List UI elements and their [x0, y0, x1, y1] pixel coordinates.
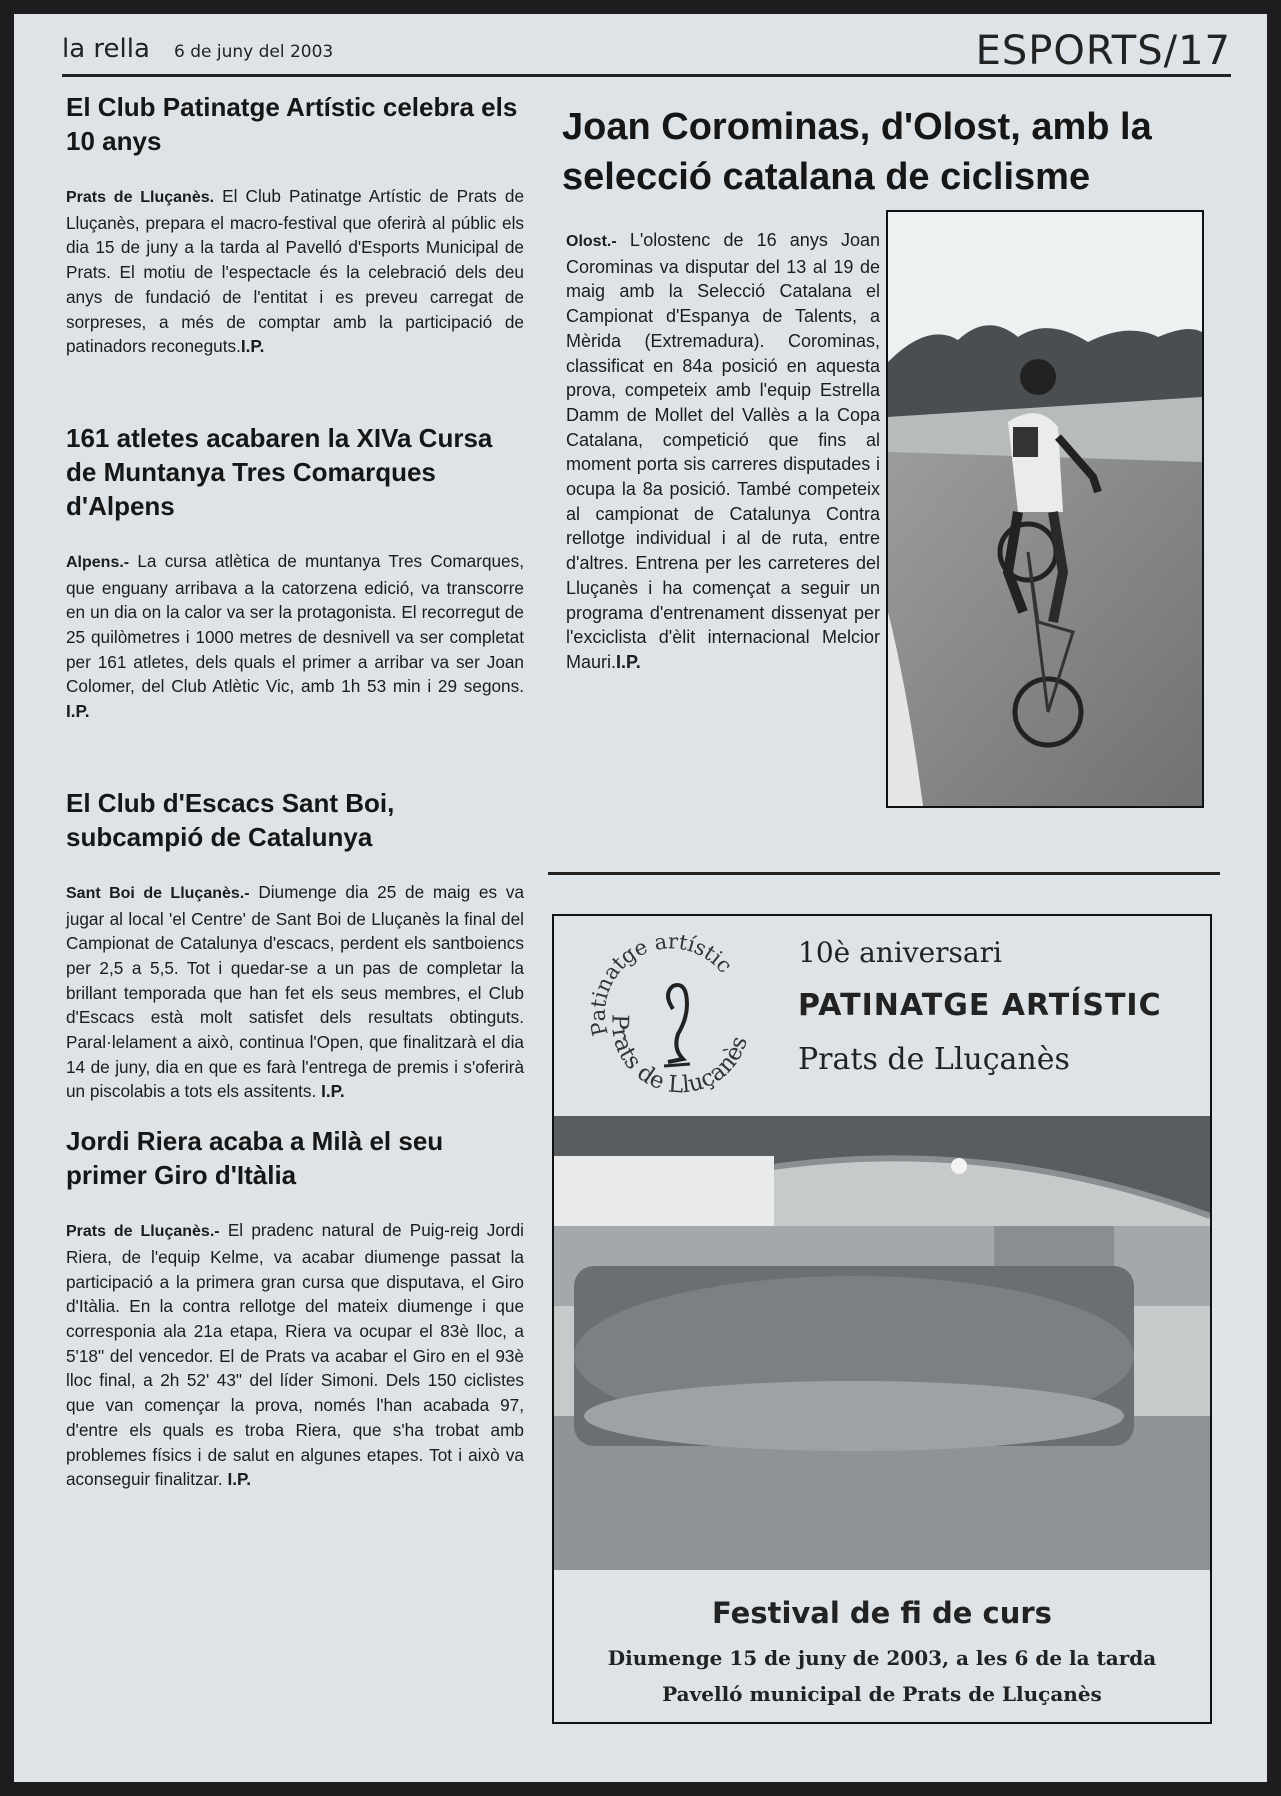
main-article-title: Joan Corominas, d'Olost, amb la selecció catalana de ciclisme [562, 106, 1152, 198]
festival-advertisement [552, 914, 1212, 1724]
article-location: Prats de Lluçanès.- [66, 1223, 220, 1241]
issue-date: 6 de juny del 2003 [174, 42, 334, 62]
article-location: Alpens.- [66, 553, 130, 571]
article-text: El Club Patinatge Artístic de Prats de Lluçanès, prepara el macro-festival que oferirà al públic els dia 15 de juny a la tarda al Pavelló d'Esports Municipal de Prats. El motiu de l'espectacle és la celebració dels deu anys de fundació de l'entitat i es preveu carregat de sorpreses, a més de comptar amb la participació de patinadors reconeguts. [66, 186, 525, 357]
section-separator [548, 872, 1220, 875]
article-text: L'olostenc de 16 anys Joan Corominas va disputar del 13 al 19 de maig amb la Selecció Catalana el Campionat d'Espanya de Talents, a Mèrida (Extremadura). Corominas, classificat en 84a posició en aquesta prova, competeix amb l'equip Estrella Damm de Mollet del Vallès a la Copa Catalana, competició que fins al moment porta sis carreres disputades i ocupa la 8a posició. També competeix al campionat de Catalunya Contra rellotge individual i al de ruta, entre d'altres. Entrena per les carreteres del Lluçanès i ha començat a seguir un programa d'entrenament dissenyat per l'exciclista d'èlit internacional Melcior Mauri. [566, 230, 880, 672]
header-rule [62, 74, 1231, 77]
publication-name: la rella [62, 34, 150, 64]
article-text: Diumenge dia 25 de maig es va jugar al local 'el Centre' de Sant Boi de Lluçanès la final del Campionat de Catalunya d'escacs, perdent els santboiencs per 2,5 a 5,5. Tot i quedar-se a un pas de completar la brillant temporada que han fet els seus membres, el Club d'Escacs està molt satisfet dels resultats obtinguts. Paral·lelament a això, continua l'Open, que finalitzarà el dia 14 de juny, dia en que es farà l'entrega de premis i s'oferirà un piscolabis a tots els assitents. [66, 881, 524, 1102]
ad-festival-title: Festival de fi de curs [712, 1596, 1052, 1630]
skater-icon [668, 985, 687, 1062]
group-photo [554, 1116, 1210, 1570]
article-signature: I.P. [240, 336, 265, 357]
article-title: Jordi Riera acaba a Milà el seu primer Giro d'Itàlia [66, 1126, 444, 1191]
logo-text-top: Patinatge artístic [585, 929, 737, 1039]
article-patinatge [66, 90, 524, 359]
logo-text-bottom: Prats de Lluçanès [606, 1013, 753, 1099]
ad-town: Prats de Lluçanès [798, 1042, 1070, 1077]
cyclist-photo [886, 210, 1204, 808]
article-body [66, 880, 524, 1104]
article-title: 161 atletes acabaren la XIVa Cursa de Muntanya Tres Comarques d'Alpens [66, 422, 493, 521]
article-text: La cursa atlètica de muntanya Tres Comarques, que enguany arribava a la catorzena edició, va transcorre en un dia on la calor va ser la protagonista. El recorregut de 25 quilòmetres i 1000 metres de desnivell va ser completat per 161 atletes, dels quals el primer a arribar va ser Joan Colomer, del Club Atlètic Vic, amb 1h 53 min i 29 segons. [66, 550, 524, 697]
article-body [66, 184, 524, 359]
article-body [66, 549, 524, 724]
section-page-label: ESPORTS/17 [975, 28, 1231, 74]
article-signature: I.P. [227, 1469, 252, 1490]
article-signature: I.P. [616, 651, 641, 672]
ad-festival-venue: Pavelló municipal de Prats de Lluçanès [662, 1682, 1102, 1706]
article-title: El Club Patinatge Artístic celebra els 10 anys [66, 92, 518, 156]
article-escacs [66, 786, 524, 1104]
ad-anniversary: 10è aniversari [798, 936, 1002, 969]
cyclist-illustration [888, 212, 1202, 806]
patinatge-logo [578, 924, 768, 1114]
newspaper-page [14, 14, 1267, 1782]
ad-club-name: PATINATGE ARTÍSTIC [798, 988, 1162, 1023]
article-signature: I.P. [66, 701, 90, 722]
article-title: El Club d'Escacs Sant Boi, subcampió de Catalunya [66, 787, 395, 852]
ad-festival-date: Diumenge 15 de juny de 2003, a les 6 de la tarda [607, 1646, 1157, 1670]
article-body [66, 1218, 524, 1492]
article-giro [66, 1124, 524, 1492]
article-location: Sant Boi de Lluçanès.- [66, 884, 250, 902]
article-location: Prats de Lluçanès. [66, 189, 215, 206]
article-signature: I.P. [321, 1081, 345, 1102]
article-text: El pradenc natural de Puig-reig Jordi Riera, de l'equip Kelme, va acabar diumenge passat la participació a la primera gran cursa que disputava, el Giro d'Itàlia. En la contra rellotge del mateix diumenge i que corresponia ala 21a etapa, Riera va ocupar el 83è lloc, a 5'18" del vencedor. El de Prats va acabar el Giro en el 93è lloc final, a 2h 52' 43" del líder Simoni. Dels 150 ciclistes que van començar la prova, només l'han acabada 97, d'entre els quals es troba Riera, que s'ha trobat amb problemes físics i de salut en algunes etapes. Tot i això va aconseguir finalitzar. [66, 1220, 524, 1490]
article-cursa-muntanya [66, 421, 524, 724]
left-column [66, 90, 524, 1512]
main-article-body [566, 228, 880, 675]
article-location: Olost.- [566, 233, 617, 250]
